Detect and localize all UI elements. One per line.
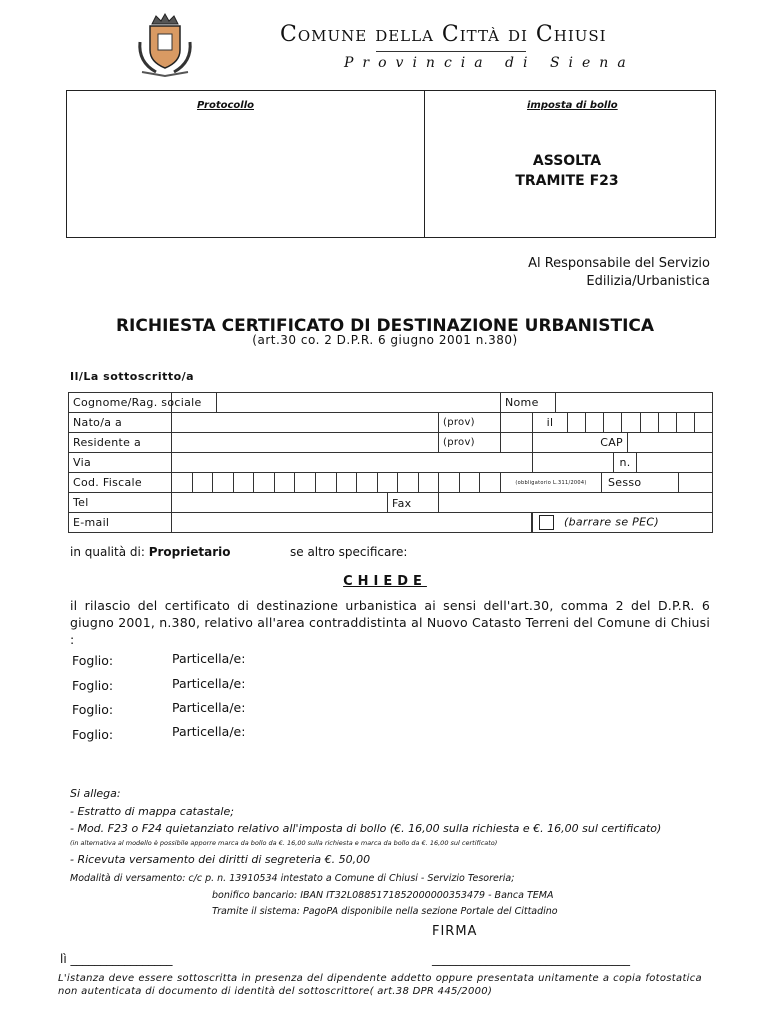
document-title: RICHIESTA CERTIFICATO DI DESTINAZIONE URBANISTICA bbox=[115, 316, 655, 336]
stamp-line-2: TRAMITE F23 bbox=[515, 173, 619, 189]
name-label: Nome bbox=[501, 393, 556, 412]
applicant-form bbox=[68, 392, 713, 533]
document-subtitle: (art.30 co. 2 D.P.R. 6 giugno 2001 n.380) bbox=[252, 333, 518, 347]
addressee-line-1: Al Responsabile del Servizio bbox=[528, 256, 710, 271]
birthplace-label: Nato/a a bbox=[69, 413, 172, 433]
street-field[interactable] bbox=[172, 453, 533, 473]
addressee-line-2: Edilizia/Urbanistica bbox=[586, 274, 710, 289]
attachment-note: (in alternativa al modello è possibile apporre marca da bollo da €. 16,00 sulla richiesta e marca da bollo da €. 16,00 sul certificato) bbox=[70, 839, 498, 847]
quality-value: Proprietario bbox=[148, 545, 231, 559]
tax-code-field[interactable] bbox=[172, 473, 501, 493]
protocol-stamp-box bbox=[66, 90, 716, 238]
birthplace-field[interactable] bbox=[172, 413, 439, 433]
request-text: il rilascio del certificato di destinazione urbanistica ai sensi dell'art.30, comma 2 del D.P.R. 6 giugno 2001, n.380, relativo all'area contraddistinta al Nuovo Catasto Terreni del Comune di Chiusi : bbox=[70, 598, 710, 647]
pec-cell bbox=[533, 513, 713, 533]
applicant-section-label: Il/La sottoscritto/a bbox=[70, 370, 195, 383]
stamp-line-1: ASSOLTA bbox=[532, 153, 602, 169]
particella-label-1: Particella/e: bbox=[172, 651, 246, 666]
municipal-crest-logo bbox=[136, 12, 194, 78]
name-field[interactable] bbox=[501, 393, 713, 413]
residence-prov-field[interactable] bbox=[501, 433, 533, 453]
attachment-item-1: - Estratto di mappa catastale; bbox=[70, 805, 234, 818]
quality-row bbox=[70, 545, 231, 559]
birth-date-label: il bbox=[533, 413, 568, 432]
sex-cell bbox=[501, 473, 713, 493]
sex-field[interactable] bbox=[678, 473, 712, 492]
attachments-heading: Si allega: bbox=[70, 787, 121, 800]
cap-label: CAP bbox=[600, 436, 623, 449]
payment-method-1: Modalità di versamento: c/c p. n. 13910534 intestato a Comune di Chiusi - Servizio Tesoreria; bbox=[70, 873, 515, 884]
signature-label: FIRMA bbox=[432, 924, 478, 939]
birth-prov-label: (prov) bbox=[439, 413, 501, 433]
street-number-label: n. bbox=[613, 453, 637, 472]
cap-field[interactable] bbox=[533, 433, 713, 453]
surname-label: Cognome/Rag. sociale bbox=[69, 393, 172, 413]
attachment-item-2: - Mod. F23 o F24 quietanziato relativo all'imposta di bollo (€. 16,00 sulla richiesta e €. 16,00 sul certificato) bbox=[70, 822, 662, 835]
email-label: E-mail bbox=[69, 513, 172, 533]
residence-field[interactable] bbox=[172, 433, 439, 453]
surname-field[interactable] bbox=[172, 393, 501, 413]
particella-label-4: Particella/e: bbox=[172, 724, 246, 739]
sex-label: Sesso bbox=[601, 473, 678, 492]
street-number-field[interactable] bbox=[533, 453, 713, 473]
box-divider bbox=[424, 91, 425, 237]
tax-code-label: Cod. Fiscale bbox=[69, 473, 172, 493]
particella-label-2: Particella/e: bbox=[172, 676, 246, 691]
tax-code-note: (obbligatorio L.311/2004) bbox=[515, 479, 587, 486]
payment-method-3: Tramite il sistema: PagoPA disponibile nella sezione Portale del Cittadino bbox=[212, 906, 558, 917]
tel-label: Tel bbox=[69, 493, 172, 513]
footer-note: L'istanza deve essere sottoscritta in presenza del dipendente addetto oppure presentata unitamente a copia fotostatica non autenticata di documento di identità del sottoscrittore( art.38 DPR 445/2000) bbox=[58, 973, 702, 997]
foglio-label-3: Foglio: bbox=[72, 702, 114, 717]
foglio-label-4: Foglio: bbox=[72, 727, 114, 742]
email-field[interactable] bbox=[172, 513, 533, 533]
fax-field[interactable] bbox=[439, 493, 713, 513]
pec-checkbox[interactable] bbox=[539, 515, 554, 530]
street-label: Via bbox=[69, 453, 172, 473]
foglio-label-2: Foglio: bbox=[72, 678, 114, 693]
quality-other-label: se altro specificare: bbox=[290, 545, 408, 559]
title-divider bbox=[376, 51, 526, 52]
residence-label: Residente a bbox=[69, 433, 172, 453]
fax-label: Fax bbox=[387, 493, 438, 512]
birth-date-field[interactable] bbox=[533, 413, 713, 433]
stamp-duty-label: imposta di bollo bbox=[527, 100, 618, 111]
pec-label: (barrare se PEC) bbox=[564, 515, 659, 529]
particella-label-3: Particella/e: bbox=[172, 700, 246, 715]
place-date-line[interactable]: lì _________________ bbox=[60, 952, 173, 966]
attachment-item-3: - Ricevuta versamento dei diritti di segreteria €. 50,00 bbox=[70, 853, 371, 866]
request-heading: CHIEDE bbox=[343, 574, 427, 589]
residence-prov-label: (prov) bbox=[439, 433, 501, 453]
birth-prov-field[interactable] bbox=[501, 413, 533, 433]
municipality-title: Comune della Città di Chiusi bbox=[280, 22, 607, 47]
province-subtitle: Provincia di Siena bbox=[344, 55, 635, 71]
protocol-label: Protocollo bbox=[197, 100, 254, 111]
addressee-block bbox=[528, 255, 710, 291]
tel-field[interactable] bbox=[172, 493, 439, 513]
signature-line[interactable]: _________________________________ bbox=[432, 952, 630, 966]
quality-label: in qualità di: bbox=[70, 545, 145, 559]
foglio-label-1: Foglio: bbox=[72, 653, 114, 668]
payment-method-2: bonifico bancario: IBAN IT32L0885171852000000353479 - Banca TEMA bbox=[212, 890, 554, 901]
stamp-duty-note bbox=[467, 151, 667, 191]
